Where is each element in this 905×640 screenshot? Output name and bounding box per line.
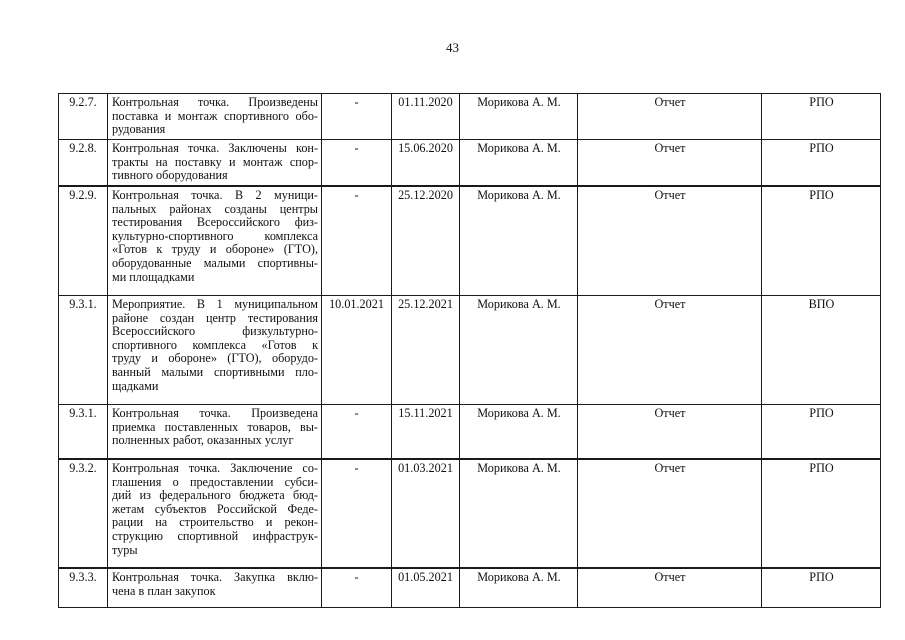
row-number: 9.3.2.: [59, 460, 108, 567]
row-description: [108, 569, 322, 607]
table-row: [59, 296, 881, 405]
description-line: жетам субъектов Российской Феде-: [112, 501, 318, 516]
table-row: [59, 460, 881, 569]
responsible-person: Морикова А. М.: [460, 296, 578, 404]
control-level: РПО: [762, 569, 881, 607]
end-date: 15.11.2021: [392, 405, 460, 458]
page-number: 43: [446, 40, 459, 55]
description-line: тестирования Всероссийского физ-: [112, 215, 318, 230]
description-line: ванный малыми спортивными пло-: [112, 364, 318, 379]
start-date: -: [322, 187, 392, 295]
description-line: дий из федерального бюджета бюд-: [112, 488, 318, 503]
table-row: [59, 94, 881, 140]
description-line: районе создан центр тестирования: [112, 310, 318, 325]
row-description: [108, 405, 322, 458]
control-level: ВПО: [762, 296, 881, 404]
description-line: пальных районах созданы центры: [112, 201, 318, 216]
description-line: поставка и монтаж спортивного обо-: [112, 108, 318, 123]
responsible-person: Морикова А. М.: [460, 569, 578, 607]
row-number: 9.3.3.: [59, 569, 108, 607]
description-line: «Готов к труду и обороне» (ГТО),: [112, 242, 318, 257]
control-level: РПО: [762, 140, 881, 185]
responsible-person: Морикова А. М.: [460, 187, 578, 295]
description-line: Контрольная точка. Произведена: [112, 406, 318, 420]
row-number: 9.3.1.: [59, 405, 108, 458]
result-document: Отчет: [578, 187, 762, 295]
row-number: 9.2.7.: [59, 94, 108, 139]
start-date: 10.01.2021: [322, 296, 392, 404]
row-description: [108, 94, 322, 139]
description-line: культурно-спортивного комплекса: [112, 228, 318, 243]
responsible-person: Морикова А. М.: [460, 405, 578, 458]
responsible-person: Морикова А. М.: [460, 140, 578, 185]
description-line: глашения о предоставлении субси-: [112, 474, 318, 489]
end-date: 01.05.2021: [392, 569, 460, 607]
description-line: туры: [112, 542, 138, 557]
row-number: 9.2.8.: [59, 140, 108, 185]
responsible-person: Морикова А. М.: [460, 460, 578, 567]
row-number: 9.3.1.: [59, 296, 108, 404]
end-date: 25.12.2020: [392, 187, 460, 295]
row-description: [108, 140, 322, 185]
description-line: щадками: [112, 378, 159, 393]
description-line: рудования: [112, 122, 166, 137]
description-line: ми площадками: [112, 269, 195, 284]
description-line: полненных работ, оказанных услуг: [112, 433, 294, 448]
result-document: Отчет: [578, 405, 762, 458]
description-line: тракты на поставку и монтаж спор-: [112, 154, 318, 169]
start-date: -: [322, 94, 392, 139]
description-line: рации на строительство и рекон-: [112, 515, 318, 530]
end-date: 01.11.2020: [392, 94, 460, 139]
description-line: Мероприятие. В 1 муниципальном: [112, 297, 318, 311]
control-level: РПО: [762, 94, 881, 139]
table-row: [59, 405, 881, 460]
description-line: Контрольная точка. Произведены: [112, 95, 318, 109]
result-document: Отчет: [578, 296, 762, 404]
responsible-person: Морикова А. М.: [460, 94, 578, 139]
result-document: Отчет: [578, 460, 762, 567]
description-line: оборудованные малыми спортивны-: [112, 255, 318, 270]
description-line: Контрольная точка. В 2 муници-: [112, 188, 318, 202]
description-line: чена в план закупок: [112, 583, 216, 598]
description-line: Всероссийского физкультурно-: [112, 324, 318, 339]
plan-table: [58, 93, 881, 608]
description-line: спортивного комплекса «Готов к: [112, 337, 318, 352]
end-date: 15.06.2020: [392, 140, 460, 185]
end-date: 25.12.2021: [392, 296, 460, 404]
description-line: тивного оборудования: [112, 168, 228, 183]
description-line: Контрольная точка. Заключены кон-: [112, 141, 318, 155]
table-row: [59, 569, 881, 608]
description-line: труду и обороне» (ГТО), оборудо-: [112, 351, 318, 366]
control-level: РПО: [762, 405, 881, 458]
description-line: Контрольная точка. Закупка вклю-: [112, 570, 318, 584]
end-date: 01.03.2021: [392, 460, 460, 567]
result-document: Отчет: [578, 94, 762, 139]
control-level: РПО: [762, 187, 881, 295]
row-description: [108, 296, 322, 404]
description-line: струкцию спортивной инфраструк-: [112, 528, 318, 543]
start-date: -: [322, 460, 392, 567]
control-level: РПО: [762, 460, 881, 567]
result-document: Отчет: [578, 569, 762, 607]
row-number: 9.2.9.: [59, 187, 108, 295]
start-date: -: [322, 140, 392, 185]
table-row: [59, 140, 881, 187]
result-document: Отчет: [578, 140, 762, 185]
row-description: [108, 187, 322, 295]
start-date: -: [322, 405, 392, 458]
description-line: приемка поставленных товаров, вы-: [112, 419, 318, 434]
row-description: [108, 460, 322, 567]
start-date: -: [322, 569, 392, 607]
description-line: Контрольная точка. Заключение со-: [112, 461, 318, 475]
table-row: [59, 187, 881, 296]
